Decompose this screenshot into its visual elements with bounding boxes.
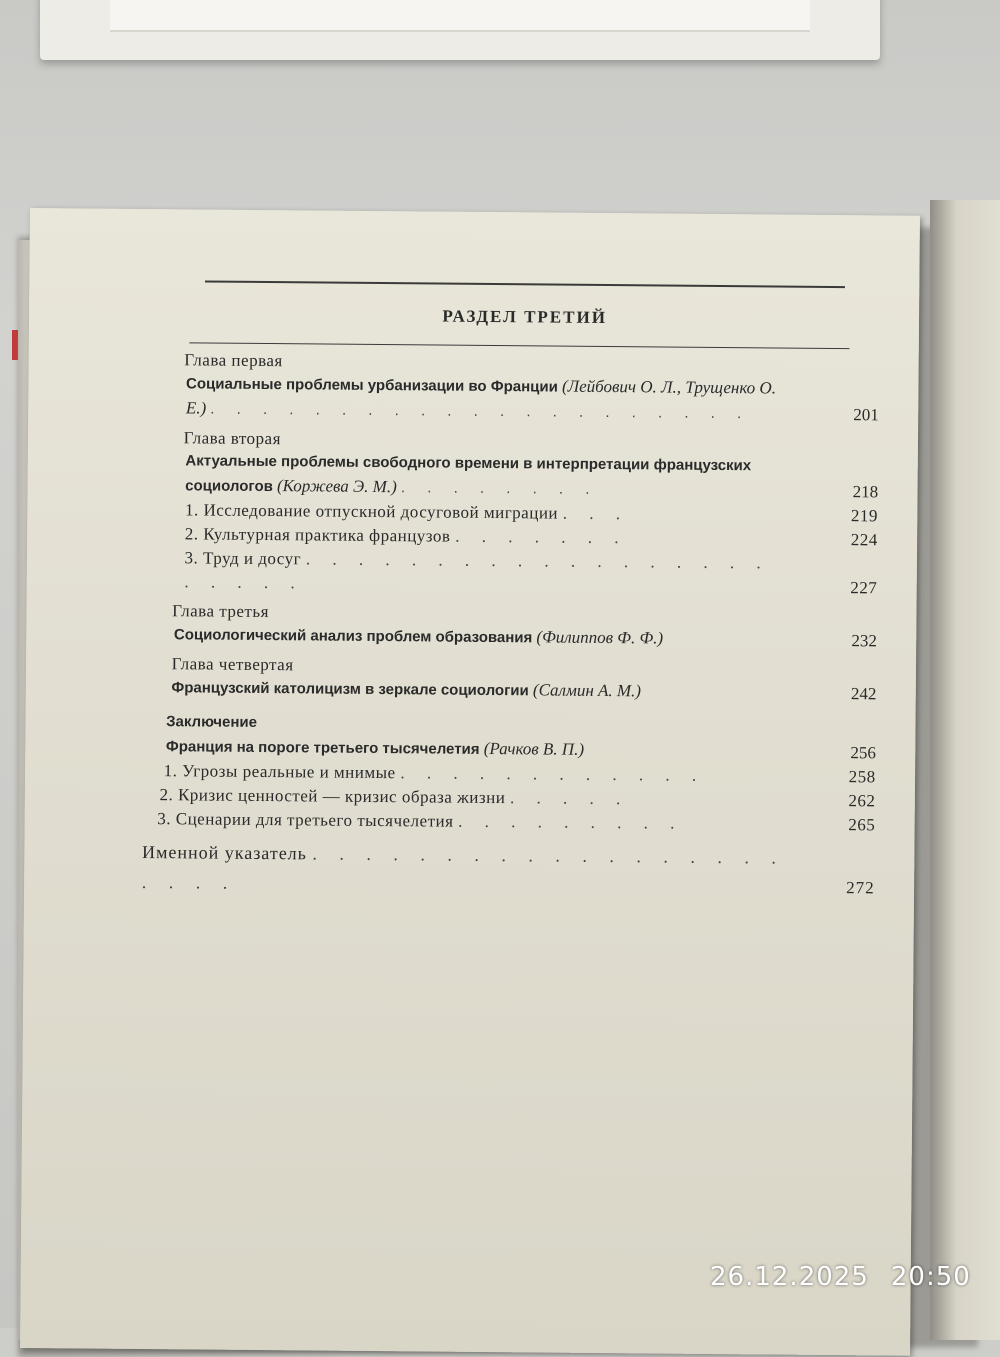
- facing-page: [930, 200, 1000, 1340]
- chapter-title-line: [147, 622, 877, 653]
- subsection-title: 2. Кризис ценностей — кризис образа жизни: [159, 785, 506, 808]
- subsection-title: 3. Сценарии для третьего тысячелетия: [157, 809, 454, 831]
- name-index-line: [135, 837, 875, 903]
- page-number: 265: [848, 815, 876, 835]
- name-index-title: Именной указатель: [141, 841, 308, 864]
- conclusion-author: (Рачков В. П.): [483, 738, 585, 759]
- chapter-label: Глава четвертая: [171, 654, 294, 675]
- chapter-title: Французский католицизм в зеркале социологии: [171, 679, 529, 700]
- subsection-title: 3. Труд и досуг: [184, 548, 302, 569]
- conclusion-title: Франция на пороге третьего тысячелетия: [165, 738, 480, 758]
- chapter-author: (Салмин А. М.): [532, 680, 642, 701]
- page-number: 201: [853, 405, 879, 425]
- leader-dots: . . . . . . . . . . . . . . . . . . . . . . .: [184, 549, 770, 593]
- chapter-title: Актуальные проблемы свободного времени в интерпретации французских социологов: [185, 452, 752, 496]
- leader-dots: . . .: [562, 503, 630, 524]
- red-bookmark: [12, 330, 18, 360]
- chapter-label: Глава вторая: [183, 428, 282, 449]
- chapter-label: Глава первая: [184, 350, 283, 371]
- subsection-title: 1. Угрозы реальные и мнимые: [163, 761, 396, 783]
- chapter-4: [146, 653, 876, 706]
- section-title: РАЗДЕЛ ТРЕТИЙ: [442, 306, 608, 327]
- chapter-author: (Коржева Э. М.): [276, 476, 397, 497]
- chapter-title-line: [149, 371, 879, 427]
- page-number: 227: [850, 578, 878, 598]
- chapter-label: Глава третья: [172, 601, 270, 622]
- page-number: 272: [846, 878, 875, 898]
- page-number: 256: [850, 743, 876, 763]
- book-box-lid: [110, 0, 810, 32]
- chapter-2: [147, 427, 878, 600]
- conclusion: [145, 710, 876, 837]
- chapter-3: [147, 600, 877, 653]
- chapter-author: (Лейбович О. Л., Трущенко О. Е.): [185, 376, 777, 418]
- bottom-rule: [189, 342, 849, 349]
- page-number: 218: [852, 482, 879, 502]
- page-number: 219: [850, 506, 879, 526]
- subsection-line: [147, 546, 877, 600]
- leader-dots: . . . . . . . .: [400, 479, 599, 498]
- chapter-author: (Филиппов Ф. Ф.): [536, 627, 664, 648]
- leader-dots: . . . . . . . . . . . . . . . . . . . . . .: [141, 843, 785, 893]
- conclusion-label: Заключение: [166, 713, 258, 731]
- subsection-line: [145, 807, 875, 837]
- book-box: [40, 0, 880, 60]
- timestamp-time: 20:50: [890, 1262, 971, 1292]
- chapter-title: Социологический анализ проблем образования: [173, 626, 533, 647]
- leader-dots: . . . . . . . . . . . . . . . . . . . . .: [210, 400, 751, 423]
- leader-dots: . . . . .: [510, 788, 630, 809]
- page-number: 242: [850, 684, 877, 704]
- leader-dots: . . . . . . . . . . . .: [400, 763, 706, 785]
- chapter-1: [149, 349, 880, 427]
- page-number: 232: [851, 631, 877, 651]
- page-number: 258: [848, 767, 876, 787]
- timestamp-date: 26.12.2025: [710, 1262, 869, 1292]
- subsection-title: 2. Культурная практика французов: [184, 524, 451, 546]
- chapter-title-line: [148, 449, 878, 504]
- photo-timestamp: [710, 1262, 971, 1292]
- page-number: 262: [848, 791, 876, 811]
- leader-dots: . . . . . . . . .: [458, 811, 684, 833]
- table-of-contents: [141, 280, 880, 903]
- leader-dots: . . . . . . .: [455, 526, 628, 548]
- subsection-title: 1. Исследование отпускной досуговой миграции: [184, 500, 559, 523]
- chapter-title: Социальные проблемы урбанизации во Франции: [186, 375, 558, 396]
- page-number: 224: [850, 530, 878, 550]
- chapter-title-line: [146, 675, 876, 706]
